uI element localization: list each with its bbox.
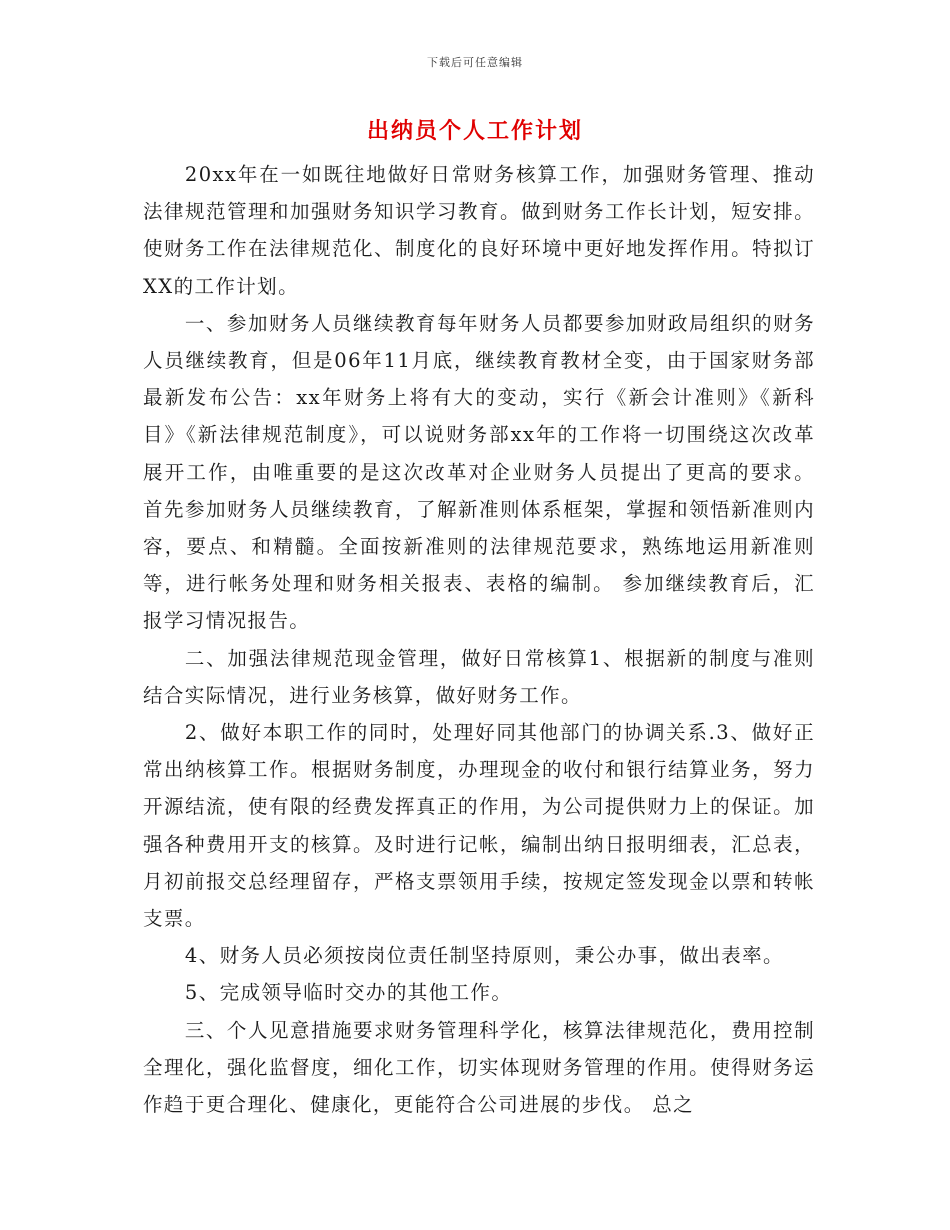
paragraph-item-4: 4、财务人员必须按岗位责任制坚持原则，秉公办事，做出表率。 — [184, 944, 784, 968]
page-header-note: 下载后可任意编辑 — [427, 56, 523, 69]
paragraph-section-1: 一、参加财务人员继续教育每年财务人员都要参加财政局组织的财务人员继续教育，但是06年11月底，继续教育教材全变，由于国家财务部最新发布公告：xx年财务上将有大的变动，实行《新会计准则》《新科目》《新法律规范制度》，可以说财务部xx年的工作将一切围绕这次改革展开工作，由唯重要的是这次改革对企业财务人员提出了更高的要求。 首先参加财务人员继续教育，了解新准则体系框架，掌握和领悟新准则内容，要点、和精髓。全面按新准则的法律规范要求，熟练地运用新准则等，进行帐务处理和财务相关报表、表格的编制。 参加继续教育后，汇报学习情况报告。 — [143, 311, 815, 633]
document-title: 出纳员个人工作计划 — [366, 118, 583, 144]
document-body — [143, 156, 815, 1123]
paragraph-section-2: 二、加强法律规范现金管理，做好日常核算1、根据新的制度与准则结合实际情况，进行业务核算，做好财务工作。 — [143, 646, 815, 707]
paragraph-item-5: 5、完成领导临时交办的其他工作。 — [184, 981, 513, 1005]
paragraph-item-2-3: 2、做好本职工作的同时，处理好同其他部门的协调关系.3、做好正常出纳核算工作。根据财务制度，办理现金的收付和银行结算业务，努力开源结流，使有限的经费发挥真正的作用，为公司提供财力上的保证。加强各种费用开支的核算。及时进行记帐，编制出纳日报明细表，汇总表，月初前报交总经理留存，严格支票领用手续，按规定签发现金以票和转帐支票。 — [143, 721, 815, 931]
paragraph-intro: 20xx年在一如既往地做好日常财务核算工作，加强财务管理、推动法律规范管理和加强财务知识学习教育。做到财务工作长计划，短安排。使财务工作在法律规范化、制度化的良好环境中更好地发挥作用。特拟订XX的工作计划。 — [143, 163, 815, 298]
paragraph-section-3: 三、个人见意措施要求财务管理科学化，核算法律规范化，费用控制全理化，强化监督度，细化工作，切实体现财务管理的作用。使得财务运作趋于更合理化、健康化，更能符合公司进展的步伐。 总之 — [143, 1018, 815, 1117]
